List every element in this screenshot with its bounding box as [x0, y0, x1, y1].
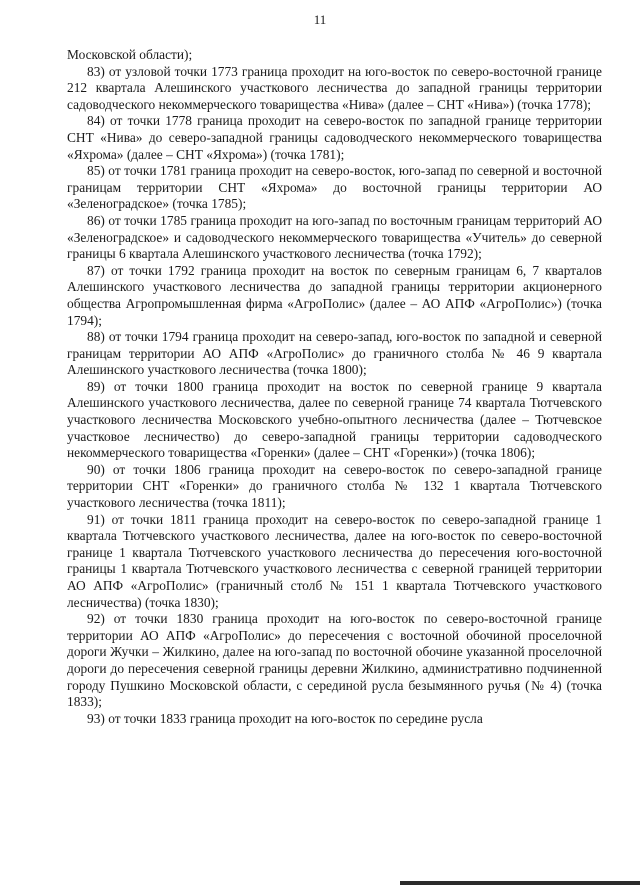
clause-89: 89) от точки 1800 граница проходит на восток по северной границе 9 квартала Алешинского участкового лесничества, далее по северной границе 74 квартала Тютчевского участкового лесничества Московского учебно-опытного лесничества (далее – Тютчевское участковое лесничество) до северо-западной границы территории садоводческого некоммерческого товарищества «Горенки» (далее – СНТ «Горенки») (точка 1806);	[67, 378, 602, 461]
clause-86: 86) от точки 1785 граница проходит на юго-запад по восточным границам территорий АО «Зеленоградское» и садоводческого некоммерческого товарищества «Учитель» до северной границы 6 квартала Алешинского участкового лесничества (точка 1792);	[67, 212, 602, 262]
clause-93: 93) от точки 1833 граница проходит на юго-восток по середине русла	[87, 710, 483, 726]
scan-edge-mark	[400, 881, 640, 885]
document-body	[67, 47, 602, 727]
clause-91: 91) от точки 1811 граница проходит на северо-восток по северо-западной границе 1 квартала Тютчевского участкового лесничества, далее на юго-восток по северо-восточной границе 1 квартала Тютчевского участкового лесничества до пересечения юго-восточной границы 1 квартала Тютчевского участкового лесничества с северной границей территории АО АПФ «АгроПолис» (граничный столб № 151 1 квартала Тютчевского участкового лесничества) (точка 1830);	[67, 511, 602, 610]
clause-85: 85) от точки 1781 граница проходит на северо-восток, юго-запад по северной и восточной границам территории СНТ «Яхрома» до восточной границы территории АО «Зеленоградское» (точка 1785);	[67, 163, 602, 212]
clause-84: 84) от точки 1778 граница проходит на северо-восток по западной границе территории СНТ «Нива» до северо-западной границы садоводческого некоммерческого товарищества «Яхрома» (далее – СНТ «Яхрома») (точка 1781);	[67, 113, 602, 162]
page-number: 11	[313, 12, 327, 27]
clause-90: 90) от точки 1806 граница проходит на северо-восток по северо-западной границе территории СНТ «Горенки» до граничного столба № 132 1 квартала Тютчевского участкового лесничества (точка 1811);	[67, 461, 602, 511]
clause-92: 92) от точки 1830 граница проходит на юго-восток по северо-восточной границе территории АО АПФ «АгроПолис» до пересечения с восточной обочиной проселочной дороги Жучки – Жилкино, далее на юго-запад по восточной обочине указанной проселочной дороги до пересечения северной границы деревни Жилкино, административно подчиненной городу Пушкино Московской области, с серединой русла безымянного ручья (№ 4) (точка 1833);	[67, 611, 602, 710]
clause-83: 83) от узловой точки 1773 граница проходит на юго-восток по северо-восточной границе 212 квартала Алешинского участкового лесничества до западной границы территории садоводческого некоммерческого товарищества «Нива» (далее – СНТ «Нива») (точка 1778);	[67, 63, 602, 112]
clause-88: 88) от точки 1794 граница проходит на северо-запад, юго-восток по западной и северной границам территории АО АПФ «АгроПолис» до граничного столба № 46 9 квартала Алешинского участкового лесничества (точка 1800);	[67, 329, 602, 378]
clause-87: 87) от точки 1792 граница проходит на восток по северным границам 6, 7 кварталов Алешинского участкового лесничества до западной границы территории акционерного общества Агропромышленная фирма «АгроПолис» (далее – АО АПФ «АгроПолис») (точка 1794);	[67, 262, 602, 328]
continued-fragment: Московской области);	[67, 47, 193, 62]
